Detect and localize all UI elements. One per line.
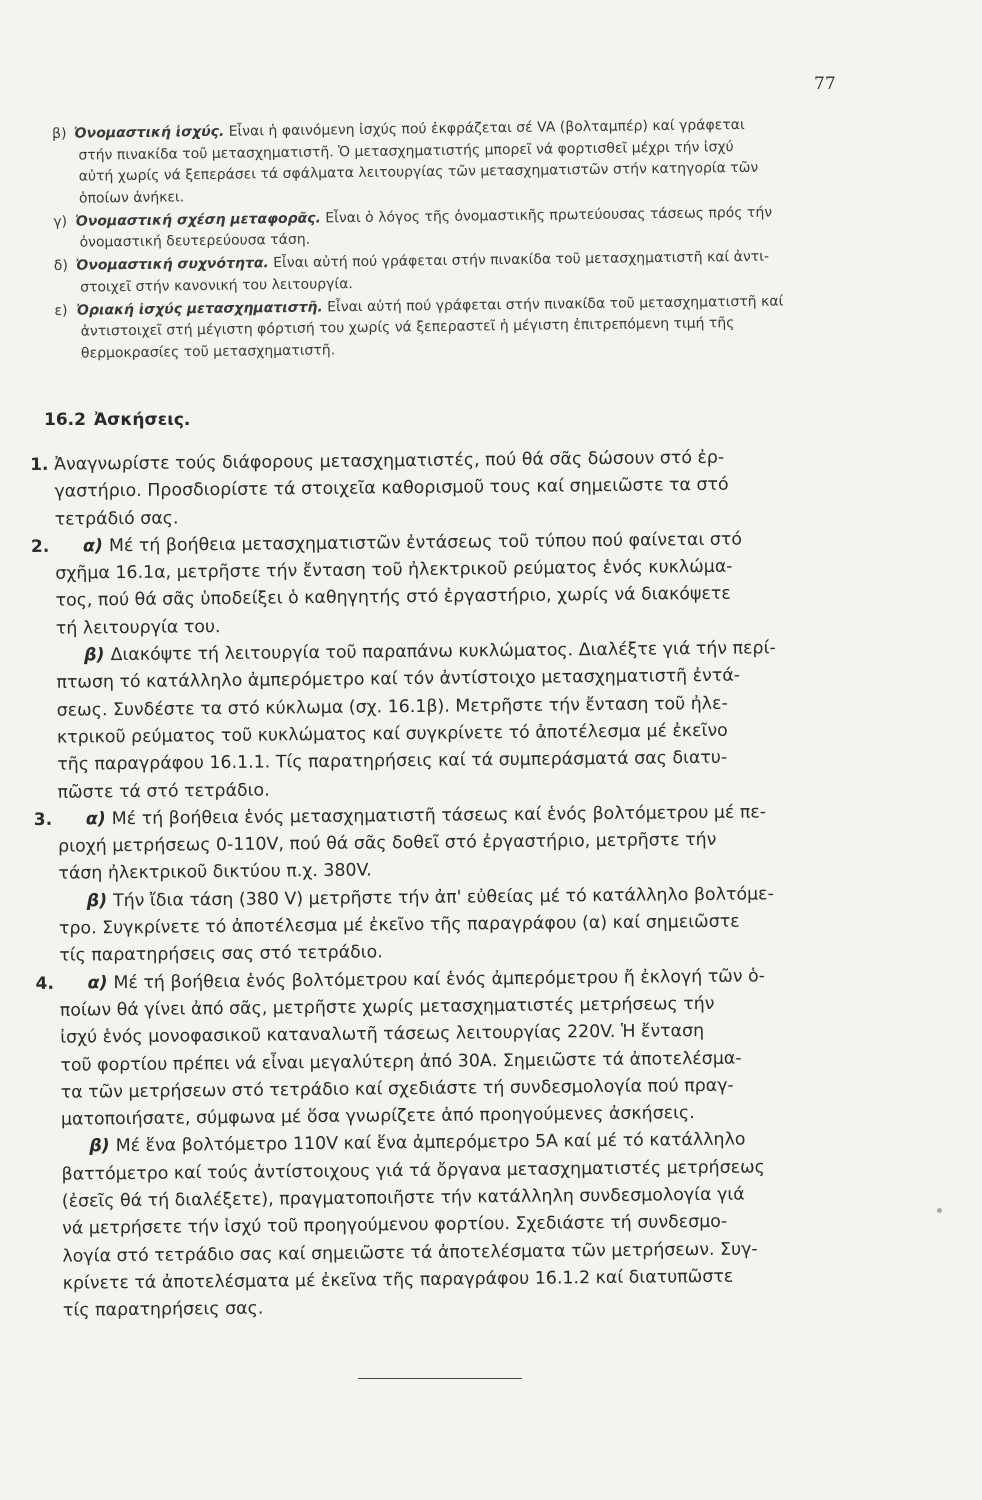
- exercise-text: πῶστε τά στό τετράδιο.: [57, 780, 270, 803]
- exercise-part-label: β): [89, 1136, 110, 1157]
- section-heading: [44, 410, 190, 430]
- exercise-text: τοῦ φορτίου πρέπει νά εἶναι μεγαλύτερη ἀπό 30Α. Σημειῶστε τά ἀποτελέσμα-: [60, 1048, 742, 1076]
- definition-text: Εἶναι αὐτή πού γράφεται στήν πινακίδα τοῦ μετασχηματιστῆ καί ἀντι-: [273, 248, 770, 272]
- exercise-text: ἰσχύ ἑνός μονοφασικοῦ καταναλωτῆ τάσεως λειτουργίας 220V. Ἡ ἔνταση: [60, 1021, 705, 1048]
- scan-speck: [937, 1208, 942, 1213]
- definition-term: Ὀνομαστική συχνότητα.: [75, 255, 269, 274]
- exercise-number: 2.: [30, 536, 50, 557]
- definition-line: ὁποίων ἀνήκει.: [78, 188, 185, 207]
- exercise-item: [30, 443, 843, 533]
- definition-label: ε): [54, 302, 68, 319]
- exercise-text: τετράδιό σας.: [54, 508, 179, 530]
- exercise-text: Τήν ἴδια τάση (380 V) μετρῆστε τήν ἀπ' εὐθείας μέ τό κατάλληλο βολτόμε-: [113, 883, 774, 911]
- definition-line: ἀντιστοιχεῖ στή μέγιστη φόρτισή του χωρίς νά ξεπεραστεῖ ἡ μέγιστη ἐπιτρεπόμενη τιμή τῆς: [80, 315, 735, 340]
- end-rule: [358, 1378, 522, 1379]
- exercise-number: 3.: [33, 809, 53, 830]
- exercise-text: βαττόμετρο καί τούς ἀντίστοιχους γιά τά ὄργανα μετασχηματιστές μετρήσεως: [61, 1157, 765, 1185]
- exercise-text: Μέ τή βοήθεια ἑνός βολτόμετρου καί ἑνός ἀμπερόμετρου ἤ ἐκλογή τῶν ὁ-: [113, 965, 766, 993]
- exercise-text: σεως. Συνδέστε τα στό κύκλωμα (σχ. 16.1β). Μετρῆστε τήν ἔνταση τοῦ ἠλε-: [56, 693, 728, 721]
- definition-term: Ὀριακή ἰσχύς μετασχηματιστῆ.: [76, 298, 323, 319]
- page-number: 77: [814, 74, 836, 94]
- exercise-text: Ἀναγνωρίστε τούς διάφορους μετασχηματιστές, πού θά σᾶς δώσουν στό ἐρ-: [54, 447, 725, 475]
- exercise-text: τρο. Συγκρίνετε τό ἀποτέλεσμα μέ ἐκεῖνο τῆς παραγράφου (α) καί σημειῶστε: [58, 911, 740, 939]
- exercise-text: Μέ ἕνα βολτόμετρο 110V καί ἕνα ἀμπερόμετρο 5Α καί μέ τό κατάλληλο: [115, 1129, 746, 1157]
- exercise-text: τίς παρατηρήσεις σας.: [62, 1298, 264, 1321]
- exercise-text: Διακόψτε τή λειτουργία τοῦ παραπάνω κυκλώματος. Διαλέξτε γιά τήν περί-: [110, 638, 776, 666]
- exercise-text: κτρικοῦ ρεύματος τοῦ κυκλώματος καί συγκρίνετε τό ἀποτέλεσμα μέ ἐκεῖνο: [56, 720, 728, 748]
- exercise-text: τος, πού θά σᾶς ὑποδείξει ὁ καθηγητής στό ἐργαστήριο, χωρίς νά διακόψετε: [55, 584, 731, 612]
- exercise-text: κρίνετε τά ἀποτελέσματα μέ ἐκεῖνα τῆς παραγράφου 16.1.2 καί διατυπῶστε: [62, 1266, 734, 1294]
- exercise-text: Μέ τή βοήθεια ἑνός μετασχηματιστῆ τάσεως καί ἑνός βολτόμετρου μέ πε-: [111, 802, 767, 830]
- section-number: 16.2: [44, 410, 86, 430]
- definition-line: στοιχεῖ στήν κανονική του λειτουργία.: [80, 275, 353, 296]
- exercise-item: [35, 962, 851, 1325]
- exercise-number: 1.: [30, 454, 49, 475]
- exercise-text: ματοποιήσατε, σύμφωνα μέ ὅσα γνωρίζετε ἀπό προηγούμενες ἀσκήσεις.: [60, 1103, 695, 1130]
- definition-text: Εἶναι ἡ φαινόμενη ἰσχύς πού ἐκφράζεται σέ VA (βολταμπέρ) καί γράφεται: [228, 116, 745, 140]
- definition-line: θερμοκρασίες τοῦ μετασχηματιστῆ.: [80, 341, 336, 362]
- definition-line: ὀνομαστική δευτερεύουσα τάση.: [79, 231, 311, 251]
- exercise-part-label: α): [82, 536, 104, 557]
- definition-label: γ): [53, 213, 68, 230]
- section-title: Ἀσκήσεις.: [93, 410, 191, 430]
- exercise-text: (ἐσεῖς θά τή διαλέξετε), πραγματοποιῆστε τήν κατάλληλη συνδεσμολογία γιά: [61, 1184, 745, 1212]
- exercise-text: Μέ τή βοήθεια μετασχηματιστῶν ἐντάσεως τοῦ τύπου πού φαίνεται στό: [108, 529, 743, 557]
- definition-text: Εἶναι αὐτή πού γράφεται στήν πινακίδα τοῦ μετασχηματιστῆ καί: [327, 292, 784, 315]
- exercise-text: τάση ἠλεκτρικοῦ δικτύου π.χ. 380V.: [58, 860, 372, 885]
- exercise-number: 4.: [35, 973, 54, 994]
- exercise-text: τῆς παραγράφου 16.1.1. Τίς παρατηρήσεις καί τά συμπεράσματά σας διατυ-: [57, 747, 728, 775]
- definition-line: αὐτή χωρίς νά ξεπεράσει τά σφάλματα λειτουργίας τῶν μετασχηματιστῶν στήν κατηγορία τῶν: [78, 159, 759, 185]
- exercise-item: [34, 798, 848, 970]
- exercise-text: τίς παρατηρήσεις σας στό τετράδιο.: [59, 942, 383, 967]
- exercise-text: ριοχή μετρήσεως 0-110V, πού θά σᾶς δοθεῖ στό ἐργαστήριο, μετρῆστε τήν: [58, 829, 717, 857]
- exercise-text: πτωση τό κατάλληλο ἀμπερόμετρο καί τόν ἀντίστοιχο μετασχηματιστῆ ἐντά-: [56, 665, 741, 694]
- exercise-text: τα τῶν μετρήσεων στό τετράδιο καί σχεδιάστε τή συνδεσμολογία πού πραγ-: [60, 1075, 734, 1103]
- exercise-text: λογία στό τετράδιο σας καί σημειῶστε τά ἀποτελέσματα τῶν μετρήσεων. Συγ-: [62, 1239, 758, 1267]
- exercises-list: [30, 443, 851, 1325]
- definition-label: δ): [53, 257, 68, 274]
- exercise-text: νά μετρήσετε τήν ἰσχύ τοῦ προηγούμενου φορτίου. Σχεδιάστε τή συνδεσμο-: [62, 1212, 728, 1240]
- exercise-part-label: α): [85, 809, 106, 830]
- definition-item: [52, 114, 849, 210]
- definition-text: Εἶναι ὁ λόγος τῆς ὀνομαστικῆς πρωτεύουσας τάσεως πρός τήν: [325, 204, 773, 226]
- definition-line: στήν πινακίδα τοῦ μετασχηματιστῆ. Ὁ μετασχηματιστής μπορεῖ νά φορτισθεῖ μέχρι τήν ἰσχύ: [78, 138, 734, 164]
- definition-item: [54, 290, 851, 365]
- exercise-text: σχῆμα 16.1α, μετρῆστε τήν ἔνταση τοῦ ἠλεκτρικοῦ ρεύματος ἑνός κυκλώμα-: [55, 556, 733, 584]
- exercise-text: ποίων θά γίνει ἀπό σᾶς, μετρῆστε χωρίς μετασχηματιστές μετρήσεως τήν: [59, 993, 715, 1021]
- definition-label: β): [52, 125, 67, 142]
- exercise-part-label: β): [84, 645, 105, 666]
- exercise-text: γαστήριο. Προσδιορίστε τά στοιχεῖα καθορισμοῦ τους καί σημειῶστε τα στό: [54, 474, 729, 503]
- exercise-item: [31, 525, 846, 806]
- definition-term: Ὀνομαστική σχέση μεταφορᾶς.: [75, 209, 321, 230]
- exercise-part-label: α): [87, 972, 108, 994]
- exercise-part-label: β): [86, 890, 108, 912]
- exercise-text: τή λειτουργία του.: [55, 616, 221, 639]
- definitions-list: [52, 114, 851, 367]
- definition-term: Ὀνομαστική ἰσχύς.: [74, 123, 225, 142]
